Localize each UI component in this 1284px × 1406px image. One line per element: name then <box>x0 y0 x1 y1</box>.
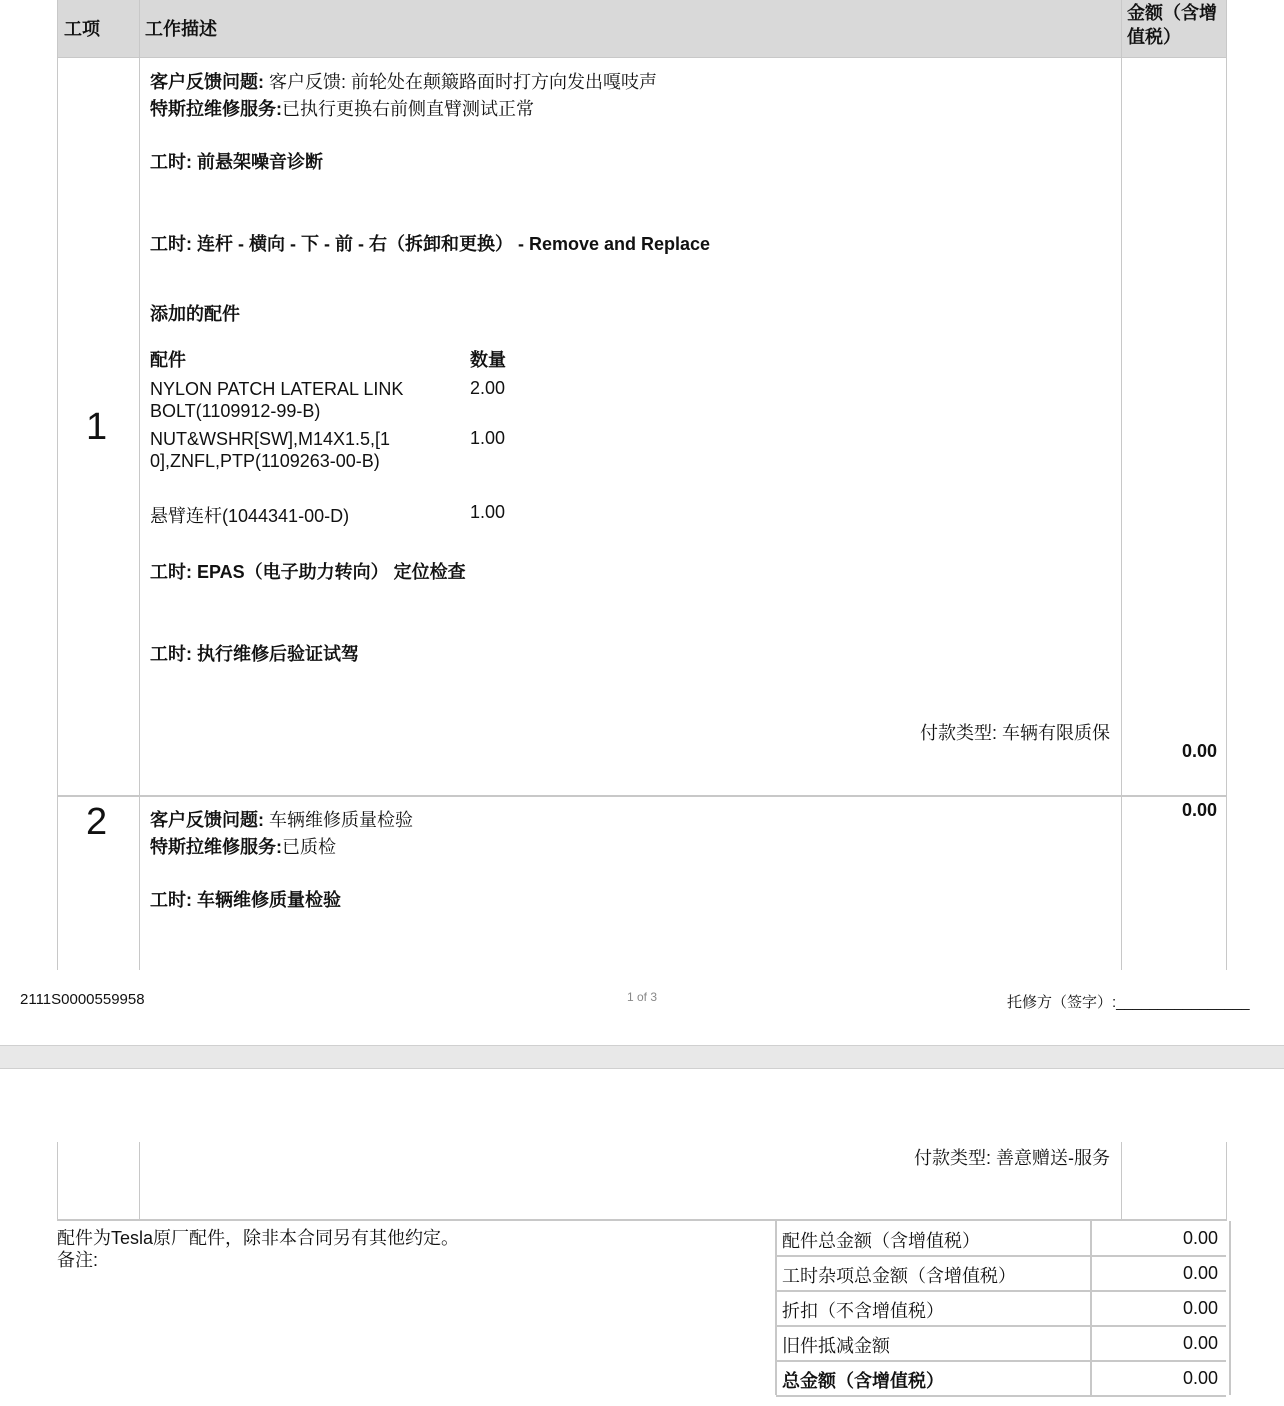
tesla-service <box>150 95 534 121</box>
feedback-label: 客户反馈问题: <box>150 72 264 92</box>
service-text: 已质检 <box>282 837 336 857</box>
page-separator <box>0 1045 1284 1069</box>
summary-row <box>776 1326 1226 1362</box>
summary-label: 总金额（含增值税） <box>782 1371 944 1391</box>
labor-line: 工时: 连杆 - 横向 - 下 - 前 - 右（拆卸和更换） - Remove and Replace <box>150 234 711 254</box>
feedback-text: 车辆维修质量检验 <box>264 810 414 830</box>
notes-parts-statement: 配件为Tesla原厂配件，除非本合同另有其他约定。 <box>57 1228 460 1248</box>
job-amount: 0.00 <box>1181 741 1217 761</box>
summary-row-total <box>776 1361 1226 1397</box>
table-header <box>57 0 1227 57</box>
summary-label: 工时杂项总金额（含增值税） <box>782 1266 1016 1286</box>
summary-label: 旧件抵减金额 <box>782 1336 890 1356</box>
summary-value: 0.00 <box>1182 1368 1218 1388</box>
payment-type: 付款类型: 善意赠送-服务 <box>914 1148 1110 1168</box>
part-qty: 2.00 <box>470 378 506 398</box>
labor-line: 工时: 前悬架噪音诊断 <box>150 152 323 172</box>
header-item: 工项 <box>64 19 100 39</box>
header-amount: 金额（含增值税） <box>1127 3 1217 47</box>
customer-feedback <box>150 68 657 94</box>
page-number: 1 of 3 <box>627 990 658 1004</box>
summary-row <box>776 1221 1226 1257</box>
labor-line: 工时: EPAS（电子助力转向） 定位检查 <box>150 562 466 582</box>
part-name: NYLON PATCH LATERAL LINK BOLT(1109912-99-B) <box>150 379 404 421</box>
summary-value: 0.00 <box>1182 1228 1218 1248</box>
summary-label: 配件总金额（含增值税） <box>782 1231 980 1251</box>
service-label: 特斯拉维修服务: <box>150 837 282 857</box>
payment-type: 付款类型: 车辆有限质保 <box>919 723 1110 743</box>
notes-remarks-label: 备注: <box>57 1250 99 1270</box>
feedback-label: 客户反馈问题: <box>150 810 264 830</box>
summary-value: 0.00 <box>1182 1298 1218 1318</box>
feedback-text: 客户反馈: 前轮处在颠簸路面时打方向发出嘎吱声 <box>264 72 658 92</box>
parts-col-qty: 数量 <box>470 350 506 370</box>
part-name: NUT&WSHR[SW],M14X1.5,[10],ZNFL,PTP(1109263-00-B) <box>150 429 391 471</box>
signature-line: 托修方（签字）:________________ <box>1007 994 1250 1011</box>
parts-title: 添加的配件 <box>150 304 240 324</box>
job-number: 2 <box>86 801 108 843</box>
labor-line: 工时: 车辆维修质量检验 <box>150 890 341 910</box>
part-qty: 1.00 <box>470 428 506 448</box>
job-number: 1 <box>86 406 108 448</box>
labor-line: 工时: 执行维修后验证试驾 <box>150 644 359 664</box>
part-name: 悬臂连杆(1044341-00-D) <box>150 506 350 526</box>
service-label: 特斯拉维修服务: <box>150 99 282 119</box>
document-id: 2111S0000559958 <box>20 991 145 1008</box>
summary-value: 0.00 <box>1182 1333 1218 1353</box>
part-qty: 1.00 <box>470 502 506 522</box>
summary-value: 0.00 <box>1182 1263 1218 1283</box>
service-text: 已执行更换右前侧直臂测试正常 <box>282 99 534 119</box>
tesla-service <box>150 833 336 859</box>
summary-row <box>776 1256 1226 1292</box>
job-amount: 0.00 <box>1181 800 1217 820</box>
summary-row <box>776 1291 1226 1327</box>
header-description: 工作描述 <box>145 19 217 39</box>
summary-label: 折扣（不含增值税） <box>782 1301 944 1321</box>
parts-col-name: 配件 <box>150 350 186 370</box>
customer-feedback <box>150 806 413 832</box>
